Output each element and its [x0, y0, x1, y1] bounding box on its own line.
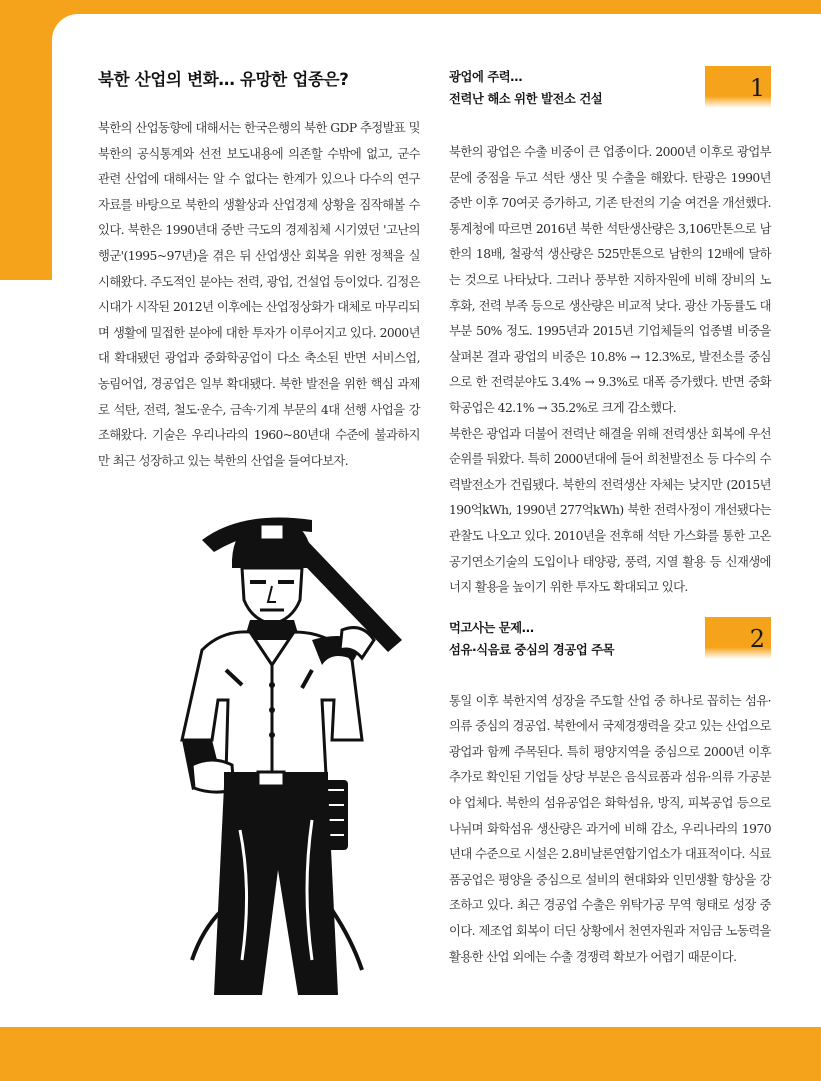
intro-body: 북한의 산업동향에 대해서는 한국은행의 북한 GDP 추정발표 및 북한의 공식통계와 선전 보도내용에 의존할 수밖에 없고, 군수 관련 산업에 대해서는 알 수 없다는 한계가 있으나 다수의 연구 자료를 바탕으로 북한의 생활상과 산업경제 상황을 짐작해볼 수 있다. 북한은 1990년대 중반 극도의 경제침체 시기였던 '고난의 행군'(1995~97년)을 겪은 뒤 산업생산 회복을 위한 정책을 실시해왔다. 주도적인 분야는 전력, 광업, 건설업 등이었다. 김정은 시대가 시작된 2012년 이후에는 산업정상화가 대체로 마무리되며 생활에 밀접한 분야에 대한 투자가 이루어지고 있다. 2000년대 확대됐던 광업과 중화학공업이 다소 축소된 반면 서비스업, 농림어업, 경공업은 일부 확대됐다. 북한 발전을 위한 핵심 과제로 석탄, 전력, 철도·운수, 금속·기계 부문의 4대 선행 사업을 강조해왔다. 기술은 우리나라의 1960~80년대 수준에 불과하지만 최근 성장하고 있는 북한의 산업을 들여다보자. [98, 121, 420, 468]
section-1 [449, 66, 771, 601]
section-1-header [449, 66, 771, 114]
section-1-body-2: 북한은 광업과 더불어 전력난 해결을 위해 전력생산 회복에 우선순위를 둬왔다. 특히 2000년대에 들어 희천발전소 등 다수의 수력발전소가 건립됐다. 북한의 전력생산 자체는 낮지만 (2015년 190억kWh, 1990년 277억kWh) 북한 전력사정이 개선됐다는 관찰도 나오고 있다. 2010년을 전후해 석탄 가스화를 통한 고온공기연소기술의 도입이나 태양광, 풍력, 지열 활용 등 신재생에너지 활용을 높이기 위한 투자도 확대되고 있다. [449, 426, 771, 595]
sections-column [449, 66, 771, 970]
intro-column [98, 66, 420, 474]
section-2-header [449, 617, 771, 665]
section-1-title: 전력난 해소 위한 발전소 건설 [449, 92, 603, 106]
section-2-kicker: 먹고사는 문제… [449, 620, 534, 635]
section-2-title: 섬유·식음료 중심의 경공업 주목 [449, 642, 615, 657]
bottom-band [0, 1027, 821, 1081]
section-2-body: 통일 이후 북한지역 성장을 주도할 산업 중 하나로 꼽히는 섬유·의류 중심의 경공업. 북한에서 국제경쟁력을 갖고 있는 산업으로 광업과 함께 주목된다. 특히 평양지역을 중심으로 2000년 이후 추가로 확인된 기업들 상당 부분은 음식료품과 섬유·의류 가공분야 업체다. 북한의 섬유공업은 화학섬유, 방직, 피복공업 등으로 나뉘며 화학섬유 생산량은 과거에 비해 감소, 우리나라의 1970년대 수준으로 시설은 2.8비날론연합기업소가 대표적이다. 식료품공업은 평양을 중심으로 설비의 현대화와 인민생활 향상을 강조하고 있다. 최근 경공업 수출은 위탁가공 무역 형태로 성장 중이다. 제조업 회복이 더딘 상황에서 천연자원과 저임금 노동력을 활용한 산업 외에는 수출 경쟁력 확보가 어렵기 때문이다. [449, 693, 771, 964]
miner-with-pickaxe-icon [162, 490, 422, 995]
section-1-body: 북한의 광업은 수출 비중이 큰 업종이다. 2000년 이후로 광업부문에 중점을 두고 석탄 생산 및 수출을 해왔다. 탄광은 1990년 중반 이후 70여곳 증가하고, 기존 탄전의 기술 여건을 개선했다. 통계청에 따르면 2016년 북한 석탄생산량은 3,106만톤으로 남한의 18배, 철광석 생산량은 525만톤으로 남한의 12배에 달하는 것으로 나타났다. 그러나 풍부한 지하자원에 비해 장비의 노후화, 전력 부족 등으로 생산량은 비교적 낮다. 광산 가동률도 대부분 50% 정도. 1995년과 2015년 기업체들의 업종별 비중을 살펴본 결과 광업의 비중은 10.8% → 12.3%로, 발전소를 중심으로 한 전력분야도 3.4% → 9.3%로 대폭 증가했다. 반면 중화학공업은 42.1% → 35.2%로 크게 감소했다. [449, 145, 771, 415]
main-heading: 북한 산업의 변화… 유망한 업종은? [98, 70, 349, 89]
section-1-number-badge: 1 [705, 66, 771, 108]
corner-tab [0, 14, 52, 280]
section-2-number-badge: 2 [705, 617, 771, 659]
section-1-kicker: 광업에 주력… [449, 70, 523, 84]
section-2 [449, 617, 771, 971]
